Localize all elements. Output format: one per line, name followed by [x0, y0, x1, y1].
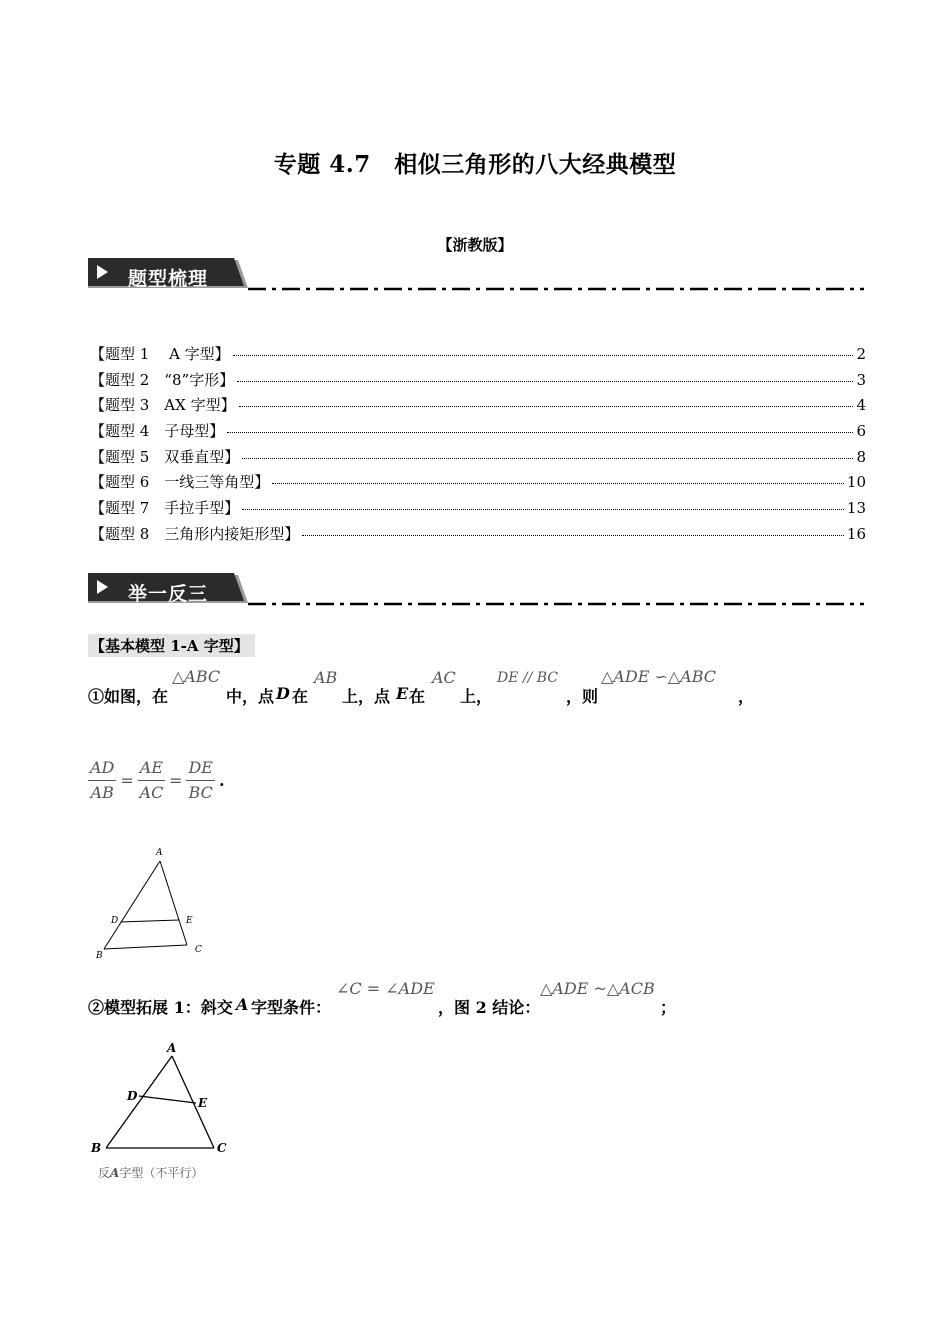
toc-page-number: 2	[856, 345, 866, 363]
toc-leader	[239, 406, 854, 407]
toc-page-number: 6	[856, 422, 866, 441]
toc-row[interactable]	[90, 446, 866, 472]
label-b: B	[96, 951, 103, 961]
label-d: D	[127, 1089, 138, 1103]
label-c: C	[195, 945, 202, 955]
toc-page-number: 3	[856, 370, 866, 389]
fraction: $\frac{AE}{AC}$	[139, 758, 164, 802]
toc-list	[90, 343, 866, 549]
toc-row[interactable]	[90, 420, 866, 446]
item2-text-3: ，图 2 结论：	[438, 998, 541, 1017]
item1-math-ac: AC	[432, 668, 456, 687]
toc-leader	[272, 483, 844, 484]
item2-math-condition: ∠C = ∠ADE	[336, 979, 435, 998]
item1-point-e: E	[396, 684, 409, 703]
label-b: B	[91, 1141, 102, 1155]
toc-leader	[242, 509, 844, 510]
toc-leader	[302, 535, 844, 536]
item2-letter-a: A	[236, 995, 249, 1014]
toc-page-number: 13	[846, 499, 866, 518]
toc-label: 【题型 7 手拉手型】	[90, 499, 240, 518]
label-a: A	[156, 848, 163, 858]
toc-leader	[227, 432, 853, 433]
toc-banner	[88, 258, 864, 298]
item2-math-conclusion: △ADE ~△ACB	[540, 979, 655, 998]
toc-row[interactable]	[90, 369, 866, 395]
toc-label: 【题型 2 “8”字形】	[90, 370, 235, 389]
label-e: E	[198, 1096, 208, 1110]
toc-label: 【题型 8 三角形内接矩形型】	[90, 524, 300, 543]
item1-math-ab: AB	[314, 668, 338, 687]
toc-page-number: 10	[846, 473, 866, 492]
item1-text-1: ①如图，在	[88, 687, 169, 706]
toc-label: 【题型 4 子母型】	[90, 422, 225, 441]
toc-label: 【题型 3 AX 字型】	[90, 396, 236, 415]
item1-text-3: 在	[292, 687, 309, 706]
item1-text-2: 中，点	[226, 687, 275, 706]
item2-text-2: 字型条件：	[251, 998, 332, 1017]
fraction: $\frac{AD}{AB}$	[90, 758, 115, 802]
toc-leader	[237, 381, 853, 382]
toc-page-number: 8	[856, 447, 866, 466]
item1-text-6: 上，	[460, 687, 493, 706]
edition-label: 【浙教版】	[437, 236, 513, 254]
item1-text-8: ，	[738, 687, 755, 706]
toc-leader	[233, 355, 854, 356]
toc-row[interactable]	[90, 394, 866, 420]
label-d: D	[111, 916, 119, 926]
figure-caption: 反A字型（不平行）	[98, 1166, 204, 1180]
toc-label: 【题型 1 A 字型】	[90, 345, 230, 363]
item1-text-7: ，则	[566, 687, 599, 706]
item2-text-1: ②模型拓展 1：斜交	[88, 998, 233, 1017]
item1-math-similar: △ADE ∽△ABC	[601, 667, 717, 686]
toc-label: 【题型 6 一线三等角型】	[90, 473, 270, 492]
ratio-equation: $\frac{AD}{AB}$ = $\frac{AE}{AC}$ = $\frac{DE}{BC}$ .	[88, 756, 225, 805]
toc-label: 【题型 5 双垂直型】	[90, 447, 240, 466]
toc-page-number: 4	[856, 396, 866, 415]
label-c: C	[217, 1141, 227, 1155]
toc-leader	[242, 458, 853, 459]
item1-text-4: 上，点	[342, 687, 391, 706]
toc-page-number: 16	[846, 524, 866, 543]
label-a: A	[167, 1041, 177, 1055]
figure-a-shape	[90, 845, 220, 967]
item1-point-d: D	[276, 684, 290, 703]
toc-row[interactable]	[90, 343, 866, 369]
banner-label: 题型梳理	[128, 268, 209, 290]
practice-banner	[88, 573, 864, 613]
fraction: $\frac{DE}{BC}$	[188, 758, 213, 802]
toc-row[interactable]	[90, 523, 866, 549]
toc-row[interactable]	[90, 497, 866, 523]
section-tag: 【基本模型 1-A 字型】	[88, 634, 255, 657]
label-e: E	[186, 916, 193, 926]
toc-row[interactable]	[90, 471, 866, 497]
banner-label: 举一反三	[128, 583, 209, 605]
page-title: 专题 4.7 相似三角形的八大经典模型	[273, 151, 677, 178]
item1-math-abc: △ABC	[172, 667, 221, 686]
item1-text-5: 在	[409, 687, 426, 706]
figure-reverse-a-shape	[88, 1038, 248, 1188]
item1-math-parallel: DE // BC	[497, 670, 559, 686]
item2-text-4: ；	[660, 998, 677, 1017]
